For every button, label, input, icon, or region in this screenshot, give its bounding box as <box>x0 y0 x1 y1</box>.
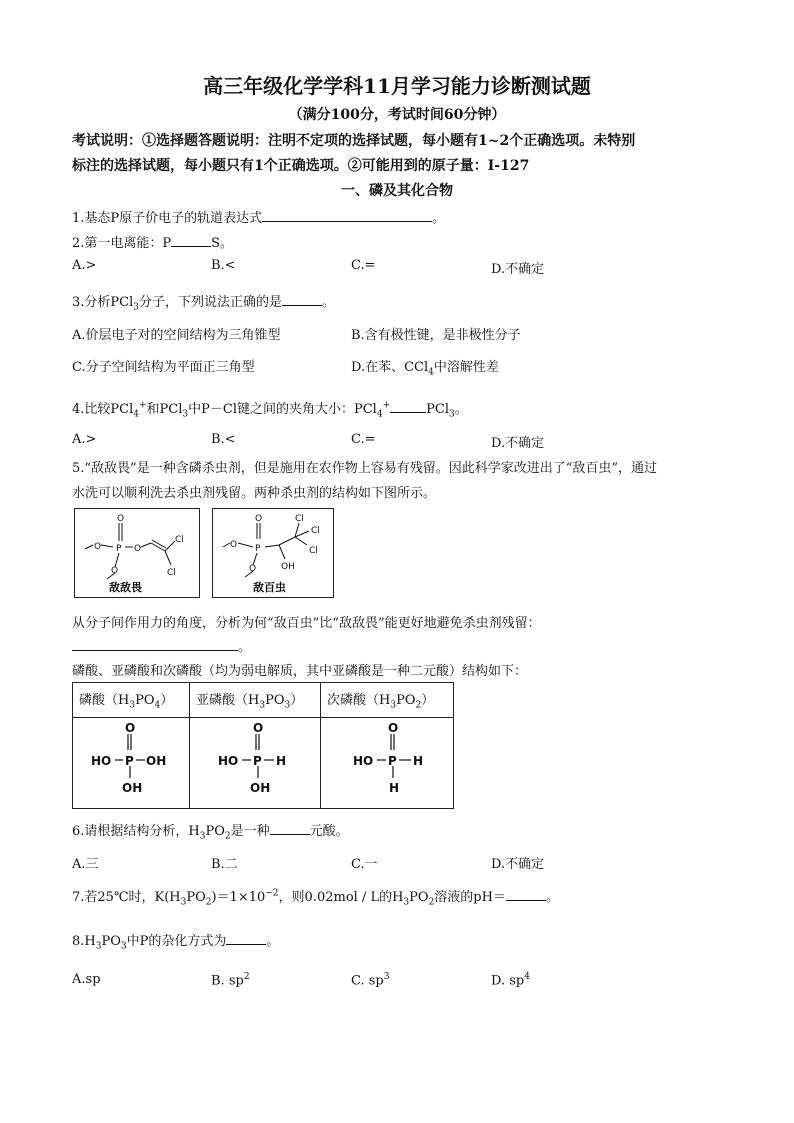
option-b[interactable]: B.< <box>211 258 236 273</box>
option-a[interactable]: A.sp <box>72 972 101 987</box>
answer-blank[interactable] <box>171 234 211 247</box>
phosphorous-acid-structure <box>190 718 321 809</box>
acid-header: 亚磷酸$(H_3PO_3)$ <box>190 683 321 718</box>
atom-label: O <box>94 542 102 552</box>
question-5-line1: 5.“敌敌畏”是一种含磷杀虫剂，但是施用在农作物上容易有残留。因此科学家改进出了“敌百虫”，通过 <box>72 461 657 476</box>
svg-text:P: P <box>388 754 397 768</box>
atom-label: Cl <box>311 526 320 536</box>
trichlorfon-diagram <box>213 509 333 597</box>
atom-label: Cl <box>175 535 184 545</box>
svg-text:HO: HO <box>353 754 374 768</box>
question-1: 1.基态P原子价电子的轨道表达式 。 <box>72 211 446 226</box>
option-d[interactable]: D. $sp^4$ <box>491 972 530 989</box>
section-title: 一、磷及其化合物 <box>341 183 453 199</box>
option-d[interactable]: D.不确定 <box>491 857 545 872</box>
svg-text:O: O <box>253 721 264 735</box>
acids-table <box>72 682 454 809</box>
question-5-answer: 。 <box>72 636 251 655</box>
svg-text:H: H <box>276 754 287 768</box>
structure-name: 敌百虫 <box>253 581 286 594</box>
option-b[interactable]: B.< <box>211 432 236 447</box>
question-7: 7.若25℃时，$K(H_3PO_2)=1\times 10^{-2}$，则0.02mol / L的$H_3PO_2$溶液的pH＝ 。 <box>72 888 559 908</box>
answer-blank[interactable] <box>506 888 546 901</box>
option-a[interactable]: A.> <box>72 258 97 273</box>
phosphoric-acid-structure <box>73 718 190 809</box>
option-c[interactable]: C.一 <box>351 857 378 872</box>
atom-label: P <box>255 544 261 554</box>
answer-blank[interactable] <box>390 400 426 413</box>
answer-blank[interactable] <box>72 638 238 651</box>
atom-label: O <box>111 566 119 576</box>
option-a[interactable]: A.三 <box>72 857 99 872</box>
atom-label: Cl <box>295 514 304 524</box>
atom-label: P <box>116 544 122 554</box>
acid-header: 磷酸$(H_3PO_4)$ <box>73 683 190 718</box>
answer-blank[interactable] <box>270 822 310 835</box>
page-title: 高三年级化学学科11月学习能力诊断测试题 <box>203 74 591 98</box>
svg-text:H: H <box>389 781 400 795</box>
atom-label: O <box>134 544 142 554</box>
svg-text:OH: OH <box>146 754 167 768</box>
atom-label: O <box>249 564 257 574</box>
option-b[interactable]: B.二 <box>211 857 238 872</box>
option-c[interactable]: C.分子空间结构为平面正三角型 <box>72 360 255 375</box>
dichlorvos-diagram <box>75 509 199 597</box>
option-a[interactable]: A.价层电子对的空间结构为三角锥型 <box>72 328 281 343</box>
option-b[interactable]: B. $sp^2$ <box>211 972 250 989</box>
answer-blank[interactable] <box>226 932 266 945</box>
svg-text:O: O <box>125 721 136 735</box>
option-c[interactable]: C.= <box>351 432 376 447</box>
hypophosphorous-acid-structure <box>321 718 454 809</box>
page-subtitle: （满分100分，考试时间60分钟） <box>288 107 506 123</box>
answer-blank[interactable] <box>262 209 432 222</box>
question-2: 2.第一电离能：P S。 <box>72 236 234 251</box>
structure-dichlorvos <box>74 508 200 598</box>
option-c[interactable]: C.= <box>351 258 376 273</box>
question-3: 3.分析PCl$_3$分子，下列说法正确的是 。 <box>72 295 336 313</box>
question-8: $8.H_3PO_3$中P的杂化方式为 。 <box>72 934 280 952</box>
atom-label: O <box>255 514 263 524</box>
option-d[interactable]: D.在苯、CCl$_4$中溶解性差 <box>351 360 499 378</box>
atom-label: Cl <box>309 546 318 556</box>
acid-header: 次磷酸$(H_3PO_2)$ <box>321 683 454 718</box>
structure-name: 敌敌畏 <box>109 581 142 594</box>
option-d[interactable]: D.不确定 <box>491 436 545 451</box>
option-a[interactable]: A.> <box>72 432 97 447</box>
question-4: 4.比较PCl$_4$+和PCl$_3$中P－Cl键之间的夹角大小：PCl$_4$+ PCl$_3$。 <box>72 400 468 420</box>
svg-text:OH: OH <box>122 781 143 795</box>
svg-text:HO: HO <box>91 754 112 768</box>
option-d[interactable]: D.不确定 <box>491 262 545 277</box>
atom-label: Cl <box>167 568 176 578</box>
exam-note-line1: 考试说明：①选择题答题说明：注明不定项的选择试题，每小题有1~2个正确选项。未特别 <box>72 133 636 149</box>
svg-text:O: O <box>388 721 399 735</box>
option-b[interactable]: B.含有极性键，是非极性分子 <box>351 328 521 343</box>
exam-note-line2: 标注的选择试题，每小题只有1个正确选项。②可能用到的原子量：I-127 <box>72 158 530 174</box>
acids-intro: 磷酸、亚磷酸和次磷酸（均为弱电解质，其中亚磷酸是一种二元酸）结构如下： <box>72 664 528 679</box>
question-5-prompt: 从分子间作用力的角度，分析为何“敌百虫”比“敌敌畏”能更好地避免杀虫剂残留： <box>72 616 541 631</box>
atom-label: O <box>117 514 125 524</box>
atom-label: OH <box>281 562 295 572</box>
answer-blank[interactable] <box>282 293 322 306</box>
svg-text:HO: HO <box>218 754 239 768</box>
atom-label: O <box>230 540 238 550</box>
svg-text:OH: OH <box>250 781 271 795</box>
structure-trichlorfon <box>212 508 334 598</box>
option-c[interactable]: C. $sp^3$ <box>351 972 390 989</box>
question-5-line2: 水洗可以顺利洗去杀虫剂残留。两种杀虫剂的结构如下图所示。 <box>72 486 437 501</box>
svg-text:P: P <box>125 754 134 768</box>
question-6: 6.请根据结构分析，$H_3PO_2$是一种 元酸。 <box>72 824 349 842</box>
svg-text:H: H <box>413 754 424 768</box>
svg-text:P: P <box>253 754 262 768</box>
